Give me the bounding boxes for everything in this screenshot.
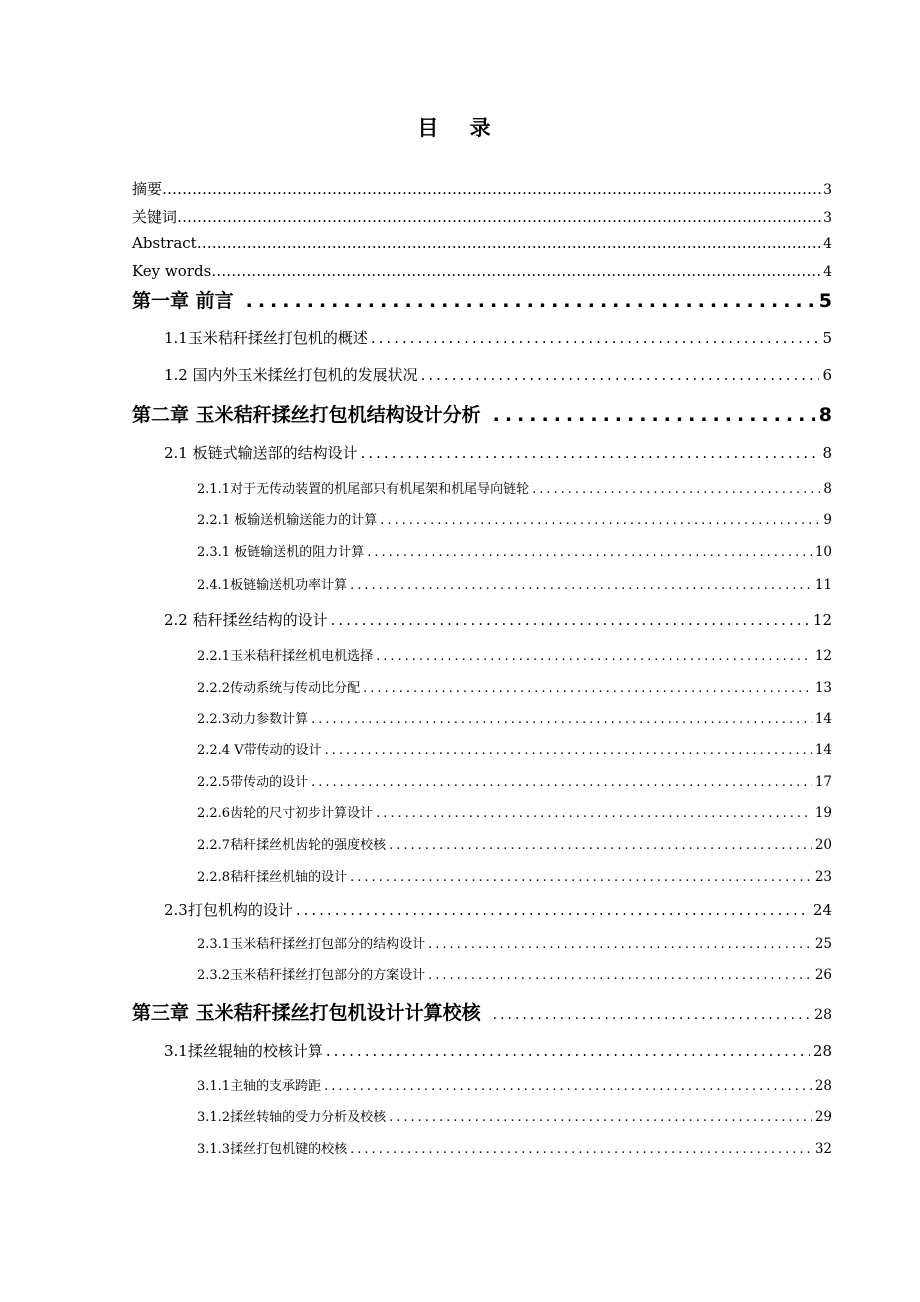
toc-leader [361, 444, 820, 462]
toc-entry-page: 13 [814, 680, 832, 696]
toc-leader [532, 482, 820, 497]
toc-subsection[interactable] [197, 866, 832, 885]
toc-entry-label: 第一章 前言 [132, 290, 234, 312]
toc-leader [493, 1007, 811, 1023]
toc-chapter[interactable] [132, 998, 832, 1025]
toc-section[interactable] [164, 364, 832, 385]
toc-entry-label: 2.2.5带传动的设计 [197, 775, 309, 790]
toc-leader [325, 743, 812, 758]
toc-entry-label: 1.2 国内外玉米揉丝打包机的发展状况 [164, 366, 418, 384]
toc-entry-label: 第三章 玉米秸秆揉丝打包机设计计算校核 [132, 1002, 481, 1024]
toc-entry-page: 3 [823, 210, 832, 226]
toc-leader [428, 937, 812, 952]
toc-title: 目 录 [417, 116, 503, 140]
toc-leader [350, 870, 812, 885]
toc-chapter[interactable] [132, 286, 832, 313]
toc-entry-label: 2.2.2传动系统与传动比分配 [197, 681, 361, 696]
toc-leader [376, 806, 812, 821]
toc-leader [326, 1042, 810, 1060]
toc-entry-label: 2.3.1 板链输送机的阻力计算 [197, 545, 365, 560]
toc-entry-page: 8 [823, 481, 832, 497]
toc-subsection[interactable] [197, 1075, 832, 1094]
toc-entry-label: Key words [132, 262, 212, 280]
toc-entry-page: 9 [823, 512, 832, 528]
toc-entry-page: 29 [814, 1109, 832, 1125]
toc-entry-label: 2.2.3动力参数计算 [197, 712, 309, 727]
toc-entry-page: 23 [814, 869, 832, 885]
toc-subsection[interactable] [197, 478, 832, 497]
toc-leader [380, 513, 820, 528]
toc-entry-page: 19 [814, 805, 832, 821]
toc-entry-label: 2.1 板链式输送部的结构设计 [164, 444, 358, 462]
toc-leader [367, 545, 812, 560]
toc-entry[interactable] [132, 262, 832, 280]
toc-entry-page: 3 [823, 182, 832, 198]
toc-subsection[interactable] [197, 739, 832, 758]
toc-entry-page: 28 [814, 1007, 832, 1023]
toc-entry-label: 关键词 [132, 208, 178, 226]
toc-entry[interactable] [132, 178, 832, 199]
toc-leader [421, 366, 820, 384]
toc-leader [162, 180, 823, 198]
toc-leader [211, 262, 823, 280]
toc-entry-label: 2.2.4 V带传动的设计 [197, 743, 322, 758]
toc-entry-label: 2.2.1 板输送机输送能力的计算 [197, 513, 378, 528]
toc-entry-label: 2.3.1玉米秸秆揉丝打包部分的结构设计 [197, 937, 426, 952]
toc-section[interactable] [164, 327, 832, 348]
toc-entry-label: 2.2.7秸秆揉丝机齿轮的强度校核 [197, 838, 387, 853]
toc-subsection[interactable] [197, 708, 832, 727]
toc-subsection[interactable] [197, 802, 832, 821]
toc-entry-page: 4 [823, 236, 832, 252]
toc-leader [376, 649, 812, 664]
toc-leader [363, 681, 812, 696]
toc-leader [371, 329, 820, 347]
toc-leader [197, 234, 823, 252]
toc-subsection[interactable] [197, 964, 832, 983]
toc-entry-label: 1.1玉米秸秆揉丝打包机的概述 [164, 329, 368, 347]
toc-section[interactable] [164, 899, 832, 920]
toc-entry-page: 5 [818, 290, 832, 312]
toc-entry-label: 第二章 玉米秸秆揉丝打包机结构设计分析 [132, 404, 481, 426]
toc-subsection[interactable] [197, 834, 832, 853]
toc-leader [428, 968, 812, 983]
toc-entry-label: 2.3打包机构的设计 [164, 901, 293, 919]
toc-entry-label: 2.3.2玉米秸秆揉丝打包部分的方案设计 [197, 968, 426, 983]
toc-entry-page: 12 [812, 611, 832, 629]
toc-entry-page: 5 [822, 329, 832, 347]
toc-entry-label: 2.1.1对于无传动装置的机尾部只有机尾架和机尾导向链轮 [197, 482, 530, 497]
toc-leader [311, 712, 812, 727]
toc-entry-page: 6 [822, 366, 832, 384]
toc-leader [331, 611, 810, 629]
toc-subsection[interactable] [197, 645, 832, 664]
toc-entry-page: 17 [814, 774, 832, 790]
toc-entry-label: 2.2.6齿轮的尺寸初步计算设计 [197, 806, 374, 821]
toc-entry-label: 3.1揉丝辊轴的校核计算 [164, 1042, 323, 1060]
toc-entry-page: 26 [814, 967, 832, 983]
toc-entry-page: 24 [812, 901, 832, 919]
toc-subsection[interactable] [197, 574, 832, 593]
toc-entry-label: 2.2 秸秆揉丝结构的设计 [164, 611, 328, 629]
toc-entry-page: 10 [814, 544, 832, 560]
toc-leader [296, 901, 810, 919]
toc-entry-page: 32 [814, 1141, 832, 1157]
toc-subsection[interactable] [197, 933, 832, 952]
toc-subsection[interactable] [197, 1106, 832, 1125]
toc-subsection[interactable] [197, 1138, 832, 1157]
toc-entry-label: 2.4.1板链输送机功率计算 [197, 578, 348, 593]
toc-leader [177, 208, 823, 226]
toc-chapter[interactable] [132, 400, 832, 427]
toc-leader [389, 838, 812, 853]
toc-entry-label: 2.2.1玉米秸秆揉丝机电机选择 [197, 649, 374, 664]
toc-entry-label: 2.2.8秸秆揉丝机轴的设计 [197, 870, 348, 885]
toc-entry-page: 8 [818, 404, 832, 426]
toc-leader [311, 775, 812, 790]
toc-leader [350, 578, 812, 593]
toc-leader [389, 1110, 812, 1125]
toc-entry-page: 14 [814, 711, 832, 727]
toc-entry-page: 12 [814, 648, 832, 664]
toc-entry-page: 14 [814, 742, 832, 758]
toc-leader [493, 404, 815, 426]
toc-entry-label: Abstract [132, 234, 197, 252]
toc-leader [350, 1142, 812, 1157]
toc-entry-label: 3.1.3揉丝打包机键的校核 [197, 1142, 348, 1157]
toc-entry-page: 28 [814, 1078, 832, 1094]
toc-leader [246, 290, 815, 312]
toc-entry-label: 摘要 [132, 180, 163, 198]
toc-subsection[interactable] [197, 509, 832, 528]
toc-entry[interactable] [132, 234, 832, 252]
toc-subsection[interactable] [197, 541, 832, 560]
toc-section[interactable] [164, 609, 832, 630]
toc-entry-label: 3.1.2揉丝转轴的受力分析及校核 [197, 1110, 387, 1125]
toc-entry[interactable] [132, 206, 832, 227]
toc-subsection[interactable] [197, 677, 832, 696]
toc-section[interactable] [164, 442, 832, 463]
toc-subsection[interactable] [197, 771, 832, 790]
toc-entry-page: 4 [823, 264, 832, 280]
toc-section[interactable] [164, 1040, 832, 1061]
toc-entry-page: 11 [814, 577, 832, 593]
toc-entry-page: 28 [812, 1042, 832, 1060]
toc-entry-page: 20 [814, 837, 832, 853]
toc-entry-page: 25 [814, 936, 832, 952]
toc-entry-page: 8 [822, 444, 832, 462]
toc-entry-label: 3.1.1主轴的支承跨距 [197, 1079, 322, 1094]
toc-leader [324, 1079, 812, 1094]
